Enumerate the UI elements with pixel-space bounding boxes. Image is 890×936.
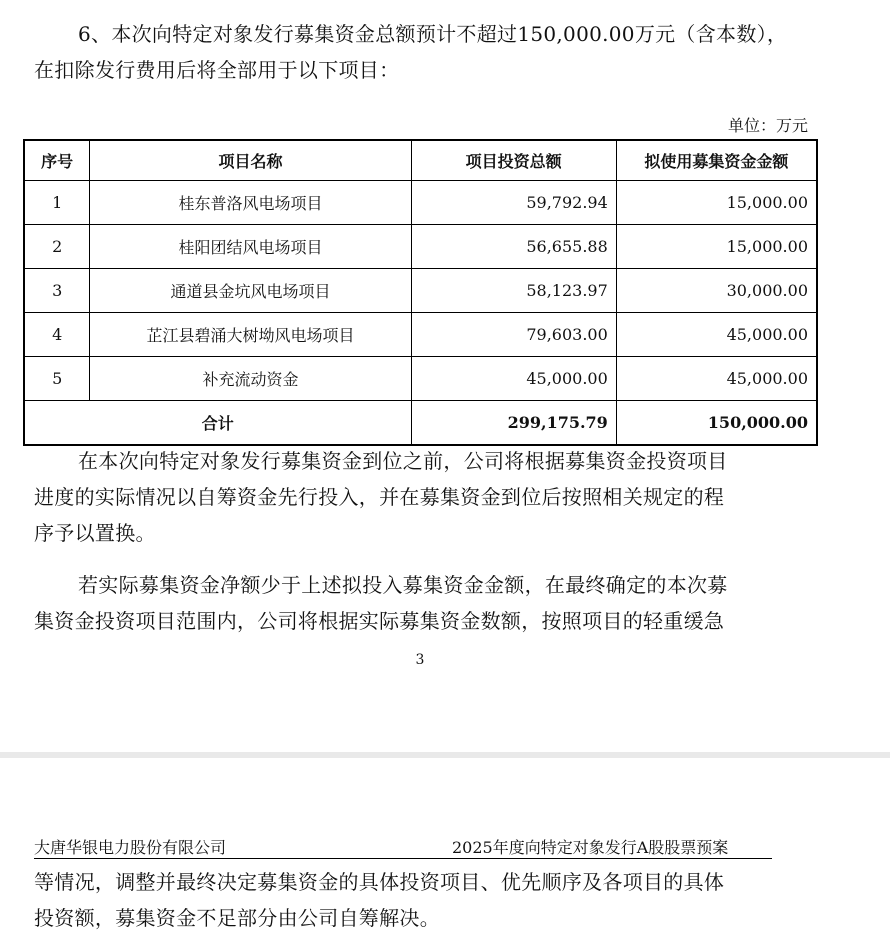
paragraph-line: 投资额，募集资金不足部分由公司自筹解决。 (34, 906, 440, 930)
paragraph-pre-funding (34, 443, 804, 551)
paragraph-line: 等情况，调整并最终决定募集资金的具体投资项目、优先顺序及各项目的具体 (34, 870, 725, 894)
cell-index: 3 (24, 269, 90, 313)
cell-index: 5 (24, 357, 90, 401)
cell-project-name: 芷江县碧涌大树坳风电场项目 (90, 313, 411, 357)
paragraph-line: 进度的实际情况以自筹资金先行投入，并在募集资金到位后按照相关规定的程 (34, 485, 725, 509)
cell-raised-funds-sum: 150,000.00 (616, 401, 817, 446)
cell-project-name: 补充流动资金 (90, 357, 411, 401)
header-total-investment: 项目投资总额 (411, 140, 616, 181)
paragraph-line: 在扣除发行费用后将全部用于以下项目： (34, 58, 400, 82)
header-company-name: 大唐华银电力股份有限公司 (34, 838, 227, 857)
header-index: 序号 (24, 140, 90, 181)
cell-index: 1 (24, 181, 90, 225)
header-underline (34, 858, 772, 859)
paragraph-line: 若实际募集资金净额少于上述拟投入募集资金金额，在最终确定的本次募 (78, 573, 728, 597)
projects-table (23, 139, 818, 446)
cell-raised-funds: 45,000.00 (616, 357, 817, 401)
cell-total-investment: 56,655.88 (411, 225, 616, 269)
cell-raised-funds: 15,000.00 (616, 225, 817, 269)
cell-index: 4 (24, 313, 90, 357)
table-row (24, 269, 817, 313)
document-page-4 (0, 758, 890, 933)
header-project-name: 项目名称 (90, 140, 411, 181)
cell-index: 2 (24, 225, 90, 269)
cell-total-label: 合计 (24, 401, 411, 446)
paragraph-line: 集资金投资项目范围内，公司将根据实际募集资金数额，按照项目的轻重缓急 (34, 609, 725, 633)
table-row (24, 357, 817, 401)
cell-total-investment: 79,603.00 (411, 313, 616, 357)
cell-raised-funds: 30,000.00 (616, 269, 817, 313)
header-raised-funds: 拟使用募集资金金额 (616, 140, 817, 181)
paragraph-line: 在本次向特定对象发行募集资金到位之前，公司将根据募集资金投资项目 (78, 449, 728, 473)
page-number: 3 (415, 652, 425, 668)
paragraph-shortfall (34, 567, 804, 639)
cell-project-name: 桂阳团结风电场项目 (90, 225, 411, 269)
cell-total-investment: 59,792.94 (411, 181, 616, 225)
paragraph-line: 6、本次向特定对象发行募集资金总额预计不超过150,000.00万元（含本数）， (78, 22, 788, 46)
cell-raised-funds: 15,000.00 (616, 181, 817, 225)
paragraph-offering-amount (34, 16, 804, 88)
table-row (24, 225, 817, 269)
cell-raised-funds: 45,000.00 (616, 313, 817, 357)
table-row (24, 181, 817, 225)
cell-total-investment: 45,000.00 (411, 357, 616, 401)
unit-label: 单位：万元 (727, 116, 808, 135)
table-row (24, 313, 817, 357)
cell-total-investment-sum: 299,175.79 (411, 401, 616, 446)
table-header-row (24, 140, 817, 181)
paragraph-line: 序予以置换。 (34, 521, 156, 545)
cell-project-name: 通道县金坑风电场项目 (90, 269, 411, 313)
table-total-row (24, 401, 817, 446)
cell-project-name: 桂东普洛风电场项目 (90, 181, 411, 225)
cell-total-investment: 58,123.97 (411, 269, 616, 313)
paragraph-continuation (34, 864, 804, 936)
header-document-title: 2025年度向特定对象发行A股股票预案 (452, 838, 729, 857)
